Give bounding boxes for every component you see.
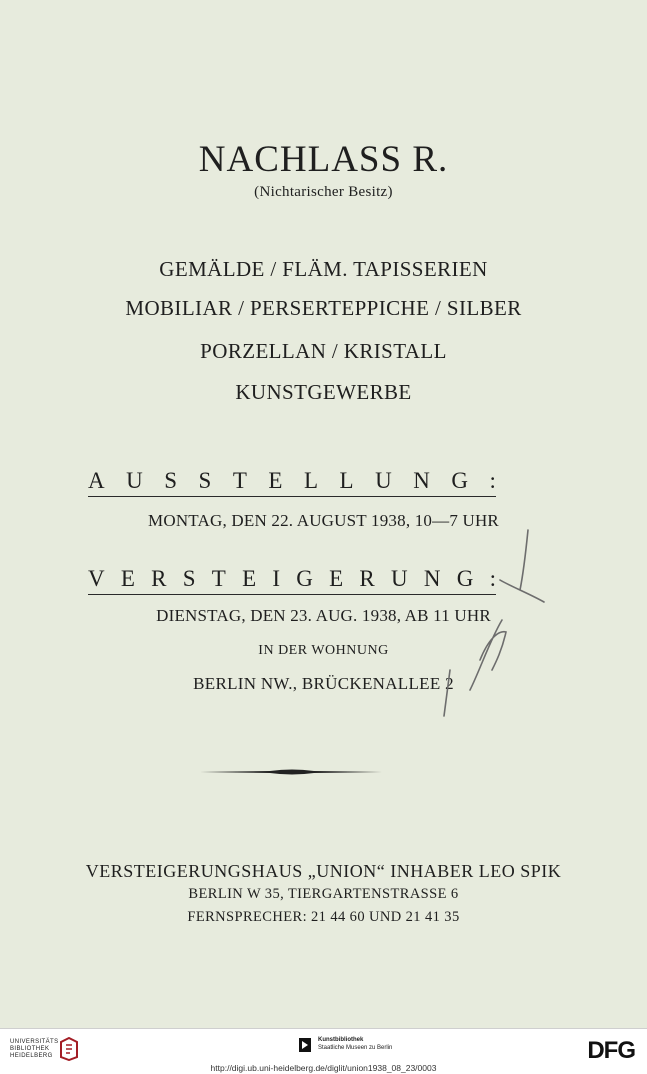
page-subtitle: (Nichtarischer Besitz) <box>254 184 393 200</box>
heading-letter: I <box>272 566 281 591</box>
university-line: UNIVERSITÄTS <box>10 1039 59 1045</box>
dfg-logo: DFG <box>587 1037 635 1064</box>
category-line-1: GEMÄLDE / FLÄM. TAPISSERIEN <box>159 257 488 281</box>
auction-house-address: BERLIN W 35, TIERGARTENSTRASSE 6 <box>188 886 459 902</box>
auction-date: DIENSTAG, DEN 23. AUG. 1938, AB 11 UHR <box>156 606 491 625</box>
digitization-footer <box>0 1028 647 1074</box>
source-url-link[interactable]: http://digi.ub.uni-heidelberg.de/diglit/union1938_08_23/0003 <box>210 1063 437 1073</box>
heading-letter: T <box>232 468 247 493</box>
category-line-4: KUNSTGEWERBE <box>235 380 412 404</box>
heading-letter: S <box>182 566 196 591</box>
library-name: Kunstbibliothek <box>318 1037 364 1043</box>
location-label: IN DER WOHNUNG <box>258 643 389 658</box>
heading-letter: S <box>198 468 212 493</box>
heading-letter: E <box>120 566 135 591</box>
exhibition-heading <box>88 468 496 497</box>
heading-letter: G <box>296 566 313 591</box>
university-line: BIBLIOTHEK <box>10 1046 50 1052</box>
auction-house-name: VERSTEIGERUNGSHAUS „UNION“ INHABER LEO SPIK <box>85 861 562 881</box>
auction-heading <box>88 566 496 595</box>
decorative-rule <box>200 765 384 779</box>
heading-letter: G <box>451 468 468 493</box>
heading-letter: A <box>88 468 105 493</box>
heading-letter: U <box>391 566 408 591</box>
university-library-name <box>10 1039 60 1060</box>
heading-letter: G <box>456 566 474 591</box>
location-address: BERLIN NW., BRÜCKENALLEE 2 <box>193 674 454 693</box>
category-line-2: MOBILIAR / PERSERTEPPICHE / SILBER <box>125 296 522 320</box>
heading-letter: N <box>413 468 430 493</box>
heading-letter: V <box>88 566 105 591</box>
heading-letter: N <box>423 566 441 591</box>
auction-house-phone: FERNSPRECHER: 21 44 60 UND 21 41 35 <box>187 909 460 925</box>
heading-letter: : <box>489 566 496 591</box>
heading-letter: E <box>268 468 283 493</box>
exhibition-date: MONTAG, DEN 22. AUGUST 1938, 10—7 UHR <box>148 511 499 530</box>
heading-letter: T <box>211 566 226 591</box>
heading-letter: U <box>375 468 392 493</box>
page-title: NACHLASS R. <box>198 139 449 180</box>
heading-letter: R <box>359 566 375 591</box>
heading-letter: E <box>329 566 344 591</box>
kunstbibliothek-name <box>318 1036 392 1052</box>
kunstbibliothek-logo-icon <box>298 1037 312 1053</box>
university-logo-icon <box>60 1037 78 1061</box>
university-line: HEIDELBERG <box>10 1053 53 1059</box>
heading-letter: E <box>242 566 257 591</box>
heading-letter: R <box>151 566 167 591</box>
heading-letter: : <box>489 468 496 493</box>
category-line-3: PORZELLAN / KRISTALL <box>200 339 447 363</box>
heading-letter: L <box>339 468 354 493</box>
heading-letter: S <box>164 468 178 493</box>
heading-letter: U <box>126 468 143 493</box>
heading-letter: L <box>303 468 319 493</box>
library-subtitle: Staatliche Museen zu Berlin <box>318 1045 393 1051</box>
handwritten-annotation <box>440 520 550 720</box>
